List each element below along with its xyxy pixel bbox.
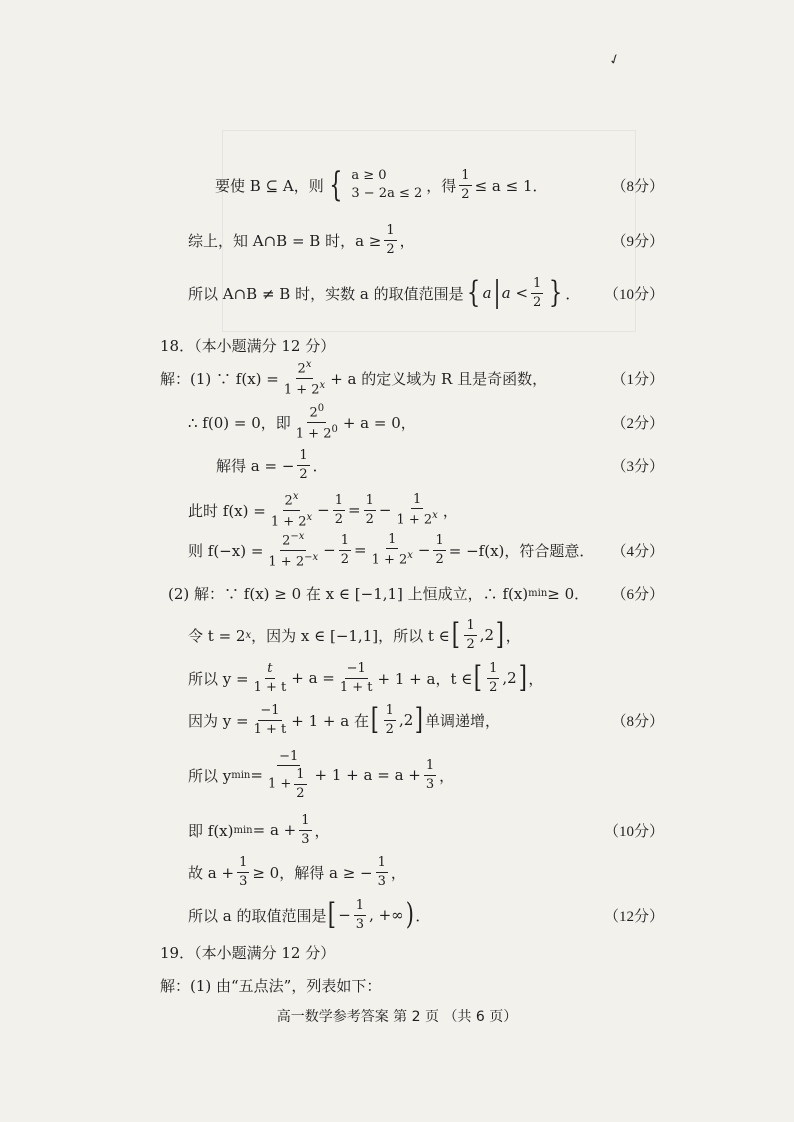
base: 2 <box>297 360 306 376</box>
interval-upper: , +∞ <box>369 906 404 924</box>
frac-den: 3 <box>425 776 435 792</box>
score-mark: （2分） <box>611 415 664 432</box>
score-mark: （10分） <box>603 286 664 303</box>
score-mark: （8分） <box>611 713 664 730</box>
fraction-one-half <box>433 533 445 567</box>
op-minus: − <box>378 501 392 519</box>
fraction-recip <box>370 532 415 569</box>
frac-num: 1 <box>297 448 309 466</box>
frac-num <box>296 359 314 379</box>
frac-den: 2 <box>296 785 305 801</box>
score-mark: （4分） <box>611 543 664 560</box>
text-gu: 故 a + <box>188 863 235 882</box>
score-mark: （10分） <box>603 823 664 840</box>
frac-den: 2 <box>365 511 374 527</box>
page-footer: 高一数学参考答案 第 2 页 （共 6 页） <box>276 1009 518 1025</box>
base: 1 + 2 <box>270 513 307 529</box>
base: 1 + 2 <box>268 553 305 569</box>
subscript-min: min <box>231 769 251 781</box>
fraction-one-half <box>333 493 345 527</box>
frac-num: 1 <box>333 493 345 511</box>
exp: −x <box>290 530 305 542</box>
fraction-one-half <box>364 493 376 527</box>
frac-num: 1 <box>376 855 388 873</box>
exp: x <box>432 510 438 522</box>
text-plus-a: + a = <box>291 669 335 687</box>
score-mark: （3分） <box>611 458 664 475</box>
text-domain: + a 的定义域为 R 且是奇函数， <box>330 369 548 388</box>
exp: x <box>319 379 326 391</box>
exp: x <box>305 358 312 370</box>
interval-upper: ,2 <box>479 626 495 644</box>
text-comma: ， <box>505 626 521 645</box>
exp: x <box>245 629 252 641</box>
frac-num: 1 <box>433 533 445 551</box>
fraction-f-zero <box>294 403 340 442</box>
subscript-min: min <box>528 587 548 599</box>
op-equals: = <box>353 541 367 559</box>
line-f-neg-x <box>0 530 794 570</box>
op-minus: − <box>338 906 351 924</box>
line-substitute-t <box>0 615 794 655</box>
op-equals: = <box>348 501 361 519</box>
text-plus1a-in: + 1 + a 在 <box>291 711 369 730</box>
score-mark: （12分） <box>603 908 664 925</box>
text-plus1a: + 1 + a，t ∈ <box>377 669 473 688</box>
frac-den: 1 + t <box>253 679 287 695</box>
frac-num: −1 <box>277 749 300 767</box>
fraction-one-third <box>237 855 249 889</box>
set-condition: a < <box>501 284 529 302</box>
text-comma: ， <box>314 821 330 840</box>
line-condition-b-subset-a <box>0 165 794 205</box>
base: 1 + 2 <box>396 512 433 528</box>
frac-den: 2 <box>533 294 542 310</box>
op-minus: − <box>323 541 336 559</box>
text-therefore: ∴ f(0) = 0，即 <box>188 413 291 432</box>
system-row-1: a ≥ 0 <box>351 168 387 184</box>
frac-num: 1 <box>384 223 396 241</box>
inequality-system <box>351 167 422 202</box>
line-y-min <box>0 748 794 801</box>
frac-den: 2 <box>299 466 308 482</box>
score-mark: （8分） <box>611 178 664 195</box>
fraction-recip <box>394 492 439 529</box>
line-text: 解：(1) 由“五点法”，列表如下： <box>160 976 382 995</box>
base: 1 + 2 <box>371 552 408 568</box>
frac-num: 1 <box>424 758 436 776</box>
frac-num: 1 <box>531 276 543 294</box>
fraction-one-third <box>376 855 388 889</box>
fraction-f-neg <box>266 531 320 570</box>
frac-den: 2 <box>334 511 344 527</box>
text-suoyiy: 所以 y = <box>188 669 249 688</box>
line-f-zero <box>0 402 794 442</box>
frac-den <box>282 379 327 398</box>
frac-num: 1 <box>384 703 396 721</box>
base: 2 <box>282 532 291 548</box>
text-ge0-jie: ≥ 0，解得 a ≥ − <box>252 863 373 882</box>
line-19-1-intro <box>0 965 794 1005</box>
set-bar: | <box>493 275 501 310</box>
score-mark: （9分） <box>611 233 664 250</box>
frac-num: 1 <box>354 898 366 916</box>
left-bracket: [ <box>474 660 483 695</box>
frac-den: 2 <box>386 241 395 257</box>
right-bracket: ] <box>415 702 424 737</box>
fraction-one-half <box>464 618 476 652</box>
frac-den <box>294 423 340 442</box>
text-zero-tail: + a = 0， <box>342 413 416 432</box>
frac-num: t <box>265 661 274 679</box>
text-comma: ， <box>399 231 415 250</box>
fraction-one-half <box>531 276 543 310</box>
text-suoyi: 所以 A∩B ≠ B 时，实数 a 的取值范围是 <box>188 284 464 303</box>
frac-den: 2 <box>489 679 498 695</box>
frac-den: 2 <box>435 551 444 567</box>
fraction-one-third <box>354 898 366 932</box>
set-variable: a <box>482 284 492 302</box>
text-range: ≤ a ≤ 1． <box>474 176 548 195</box>
right-bracket: ] <box>495 617 505 652</box>
fraction-neg1 <box>252 703 289 737</box>
text-comma: ， <box>442 501 458 520</box>
line-solve-inequality <box>0 852 794 892</box>
line-final-range <box>0 273 794 313</box>
question-title-text: 19．（本小题满分 12 分） <box>160 943 336 962</box>
frac-den <box>394 509 439 528</box>
subscript-min: min <box>233 824 253 836</box>
frac-den <box>269 511 314 530</box>
exp: 0 <box>317 402 325 414</box>
fraction-one-half <box>297 448 309 482</box>
fraction-f <box>269 491 314 530</box>
left-bracket: [ <box>328 897 337 932</box>
exp: 0 <box>331 423 338 435</box>
right-bracket: ] <box>518 660 527 695</box>
text-ling: 令 t = 2 <box>188 626 246 645</box>
frac-den: 2 <box>461 186 470 202</box>
score-mark: （1分） <box>611 371 664 388</box>
fraction-complex <box>266 749 312 802</box>
exp: x <box>292 490 299 502</box>
left-bracket: [ <box>370 702 379 737</box>
exp: x <box>407 550 413 562</box>
frac-num: 1 <box>411 492 423 510</box>
frac-num: 1 <box>339 533 351 551</box>
interval-upper: ,2 <box>502 669 517 687</box>
right-paren: ) <box>405 897 414 932</box>
text-ymin-tail: + 1 + a = a + <box>314 766 421 784</box>
text-cishi: 此时 f(x) = <box>188 501 266 520</box>
frac-den: 2 <box>340 551 349 567</box>
op-minus: − <box>317 501 330 519</box>
text-suoyi-ymin: 所以 y <box>188 766 232 785</box>
fraction-one-third <box>424 758 436 792</box>
exp: −x <box>304 551 319 563</box>
score-mark: （6分） <box>611 586 664 603</box>
text-comma: ， <box>390 863 406 882</box>
frac-num: 1 <box>459 168 471 186</box>
frac-den: 3 <box>301 831 310 847</box>
frac-num: 1 <box>237 855 249 873</box>
text-comma: ， <box>528 669 544 688</box>
left-brace: { <box>466 275 480 310</box>
fraction-t <box>252 661 289 695</box>
frac-num: −1 <box>345 661 368 679</box>
frac-den: 3 <box>239 873 248 889</box>
handwritten-check-mark: ✓ <box>606 50 624 70</box>
line-a-range <box>0 895 794 935</box>
text-ji: 即 f(x) <box>188 821 234 840</box>
text-jiede: 解得 a = − <box>216 456 295 475</box>
text-yinwei-y: 因为 y = <box>188 711 249 730</box>
base: 2 <box>284 492 293 508</box>
system-row-2: 3 − 2a ≤ 2 <box>351 186 423 201</box>
line-f-form <box>0 490 794 530</box>
text-yinwei-x: ，因为 x ∈ [−1,1]，所以 t ∈ <box>251 626 450 645</box>
frac-num <box>280 531 306 551</box>
fraction-one-third <box>299 813 311 847</box>
base: 1 + 2 <box>283 381 320 397</box>
text-ze: 则 f(−x) = <box>188 541 264 560</box>
text-period: ． <box>312 456 328 475</box>
line-monotonic <box>0 700 794 740</box>
frac-num: 1 <box>364 493 376 511</box>
text-de: ，得 <box>426 176 457 195</box>
frac-den <box>266 551 320 570</box>
left-brace: { <box>329 165 343 205</box>
line-solve-a <box>0 445 794 485</box>
frac-den: 3 <box>355 916 365 932</box>
frac-den <box>370 549 415 568</box>
op-equals: = <box>250 766 263 784</box>
text-yaoshi: 要使 B ⊆ A，则 <box>215 176 324 195</box>
fraction-f <box>282 359 327 398</box>
fraction-neg1 <box>338 661 375 695</box>
exp: x <box>306 511 313 523</box>
frac-num: −1 <box>258 703 281 721</box>
frac-den <box>266 766 312 801</box>
frac-num <box>307 403 326 423</box>
line-f-min <box>0 810 794 850</box>
text-fuhe: = −f(x)，符合题意． <box>448 541 595 560</box>
right-brace: } <box>549 275 563 310</box>
text-jie2: (2) 解：∵ f(x) ≥ 0 在 x ∈ [−1,1] 上恒成立，∴ f(x) <box>168 584 529 603</box>
fraction-one-half <box>459 168 471 202</box>
left-bracket: [ <box>451 617 460 652</box>
text-comma: ， <box>439 766 455 785</box>
line-summary <box>0 220 794 260</box>
text-eq-a-plus: = a + <box>252 821 297 839</box>
frac-num: 1 <box>386 532 398 550</box>
den-text: 1 + <box>267 776 292 792</box>
fraction-one-half <box>339 533 351 567</box>
frac-den: 3 <box>377 873 386 889</box>
frac-num: 1 <box>487 661 499 679</box>
text-jie1: 解：(1) ∵ f(x) = <box>160 369 279 388</box>
interval-upper: ,2 <box>398 711 414 729</box>
line-y-expression <box>0 658 794 698</box>
fraction-one-half <box>294 767 306 801</box>
op-minus: − <box>417 541 431 559</box>
line-18-2-condition <box>0 573 794 613</box>
base: 1 + 2 <box>295 425 332 441</box>
frac-den: 2 <box>385 721 394 737</box>
frac-num <box>283 491 301 511</box>
text-ge0: ≥ 0． <box>547 584 590 603</box>
frac-num: 1 <box>464 618 476 636</box>
frac-num: 1 <box>299 813 311 831</box>
text-dandi: 单调递增， <box>424 711 500 730</box>
text-period: ． <box>565 284 581 303</box>
frac-num: 1 <box>294 767 306 785</box>
frac-den: 1 + t <box>253 721 287 737</box>
frac-den: 2 <box>466 636 475 652</box>
text-fanwei: 所以 a 的取值范围是 <box>188 906 327 925</box>
base: 2 <box>309 404 318 420</box>
fraction-one-half <box>384 223 396 257</box>
text-zongshang: 综上，知 A∩B = B 时，a ≥ <box>188 231 382 250</box>
text-period: ． <box>415 906 431 925</box>
fraction-one-half <box>487 661 499 695</box>
fraction-one-half <box>384 703 396 737</box>
question-title-text: 18．（本小题满分 12 分） <box>160 336 336 355</box>
line-18-1-given <box>0 358 794 398</box>
frac-den: 1 + t <box>339 679 373 695</box>
